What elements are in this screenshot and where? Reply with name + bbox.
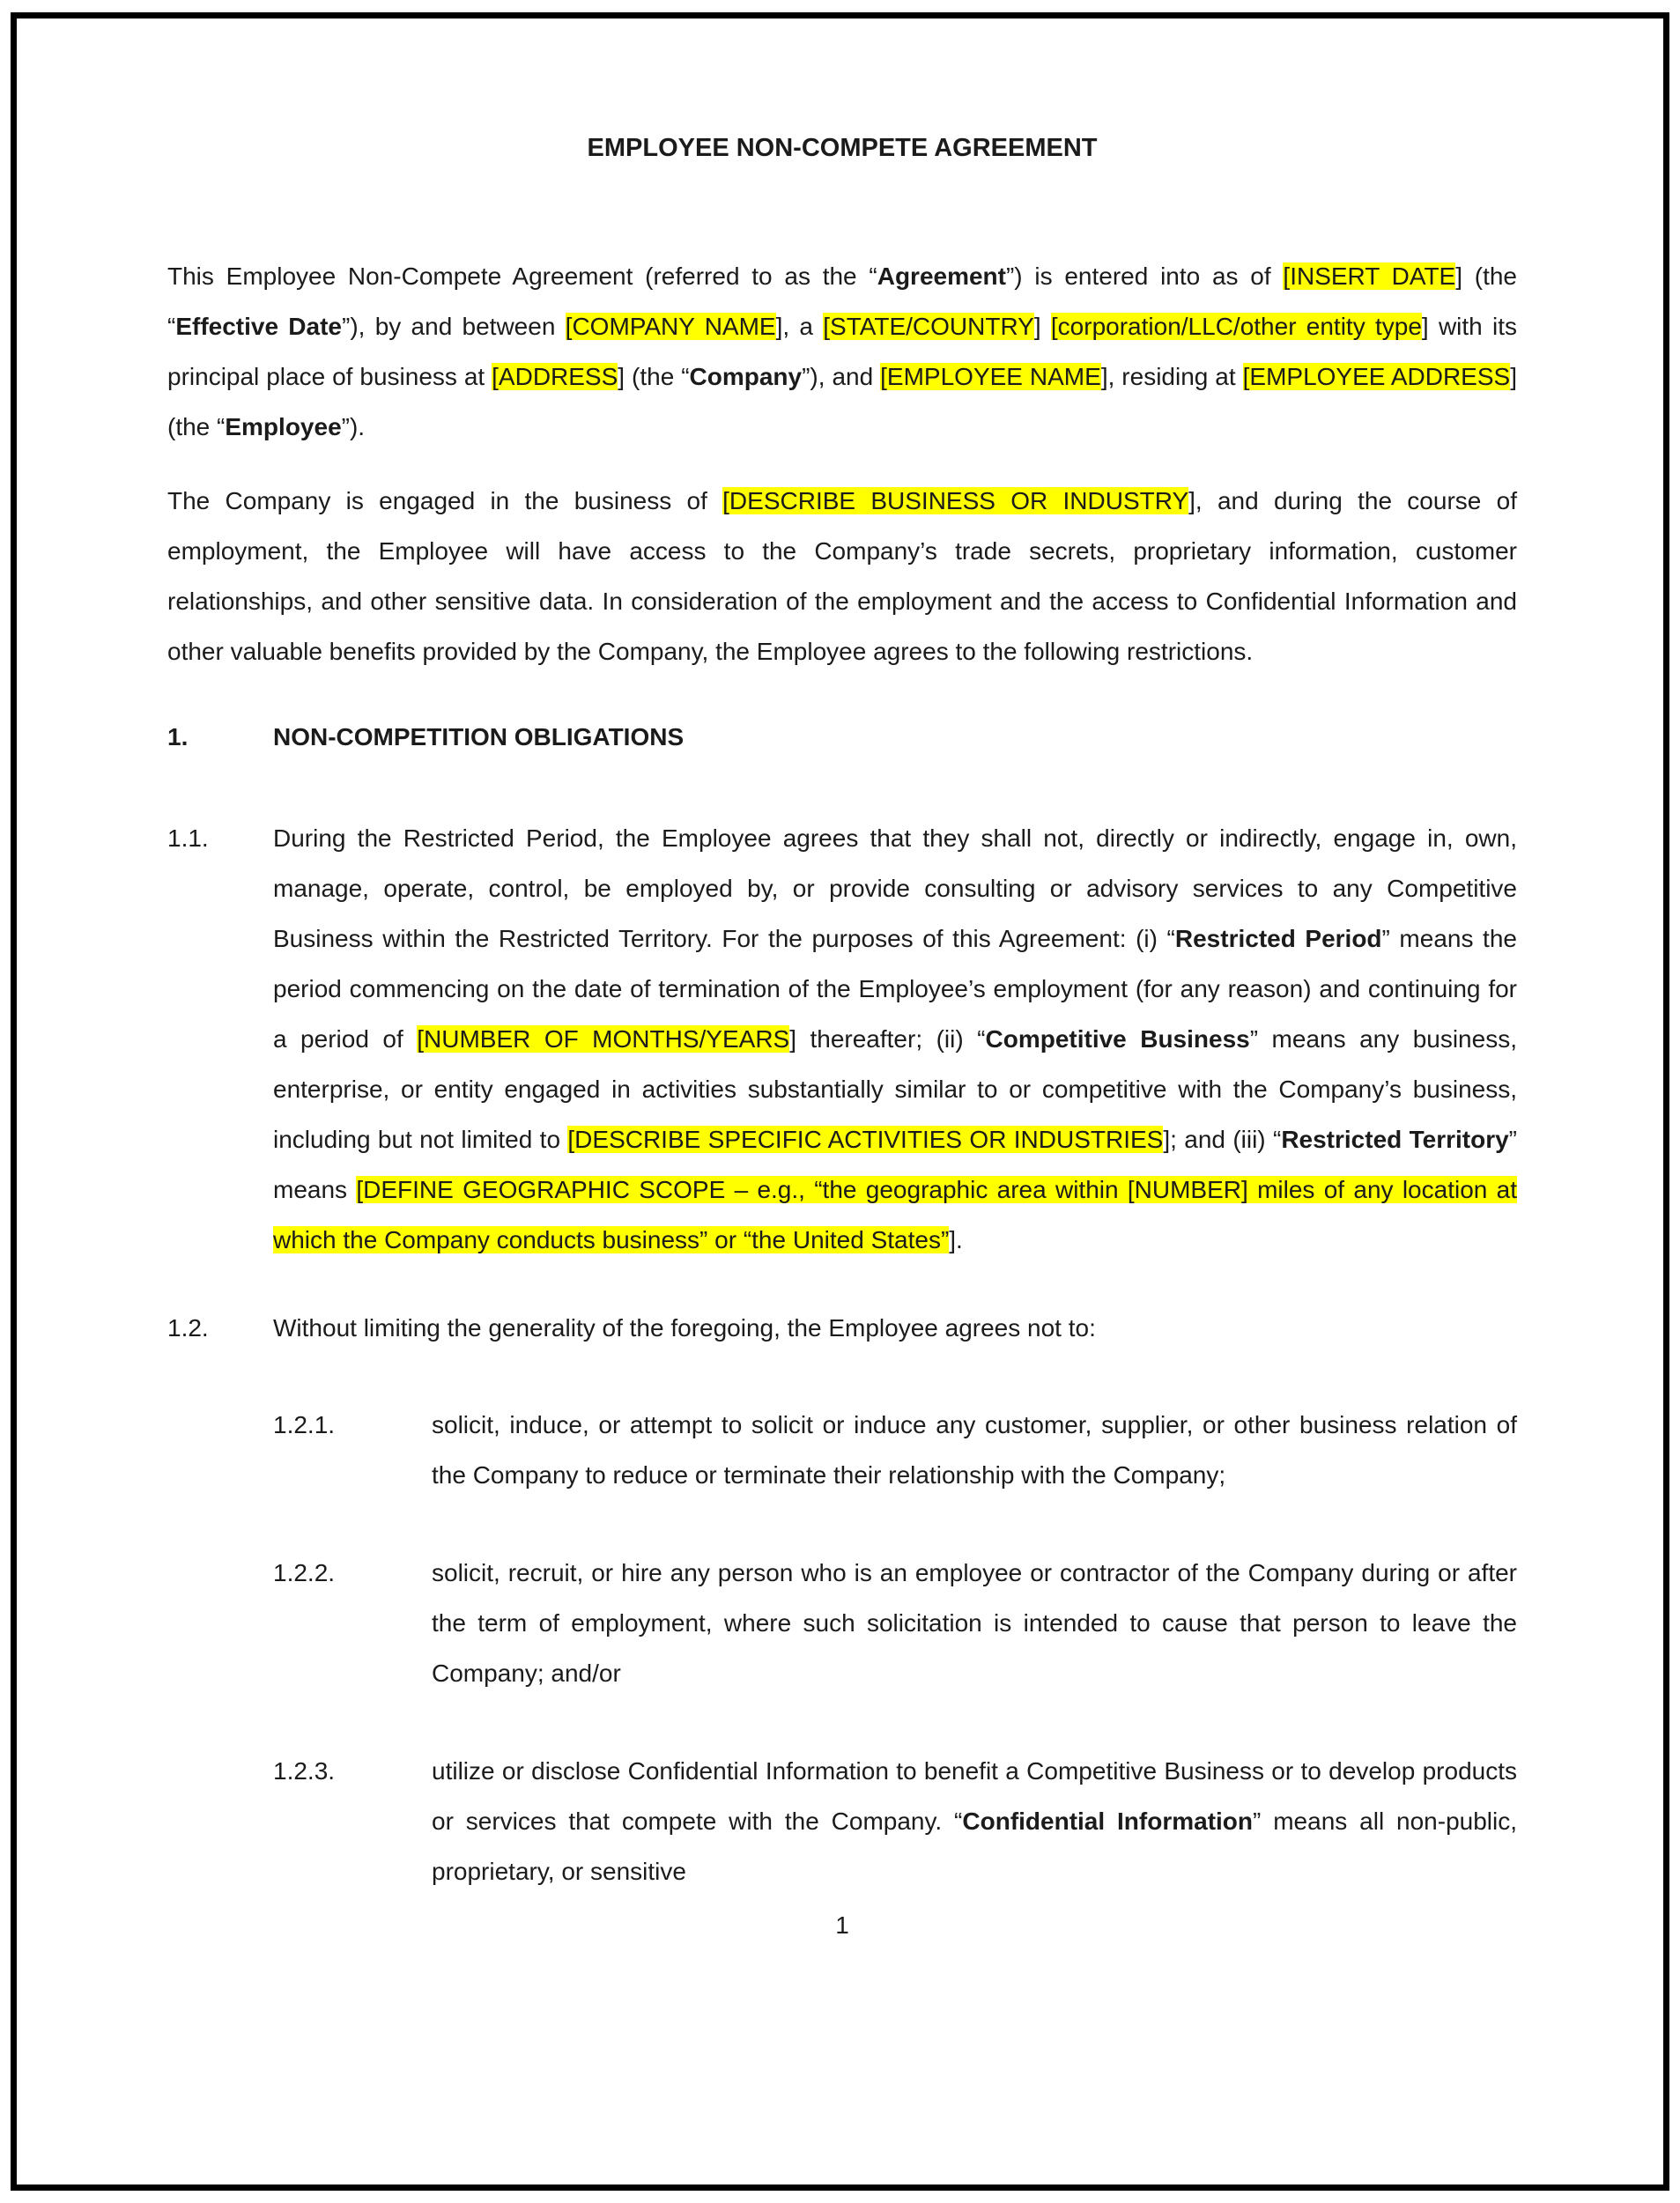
document-body xyxy=(167,123,1517,1950)
text-run: The Company is engaged in the business of xyxy=(167,487,723,514)
placeholder-highlight: [ADDRESS xyxy=(492,363,618,390)
text-run: ”). xyxy=(341,413,366,440)
section-1-number: 1. xyxy=(167,723,189,750)
text-run: Restricted Period xyxy=(1174,925,1382,952)
text-run: Effective Date xyxy=(175,313,343,340)
placeholder-highlight: [DESCRIBE SPECIFIC ACTIVITIES OR INDUSTRIES xyxy=(567,1126,1164,1153)
text-run: Agreement xyxy=(877,262,1006,290)
text-run: ] (the “ xyxy=(618,363,690,390)
text-run: ], a xyxy=(775,313,824,340)
text-run: ], residing at xyxy=(1100,363,1243,390)
placeholder-highlight: [INSERT DATE xyxy=(1283,262,1456,290)
clause-1-2-1 xyxy=(273,1400,1517,1500)
text-run: During the Restricted Period, the Employee agrees that they shall not, directly or indirectly, engage in, own, manage, operate, control, be employed by, or provide consulting or advisory services to any Competitive Business within the Restricted Territory. For the purposes of this Agreement: (i) “ xyxy=(273,824,1517,952)
text-run: Competitive Business xyxy=(985,1025,1250,1053)
text-run: ], and during the course of employment, the Employee will have access to the Company’s trade secrets, proprietary information, customer relationships, and other sensitive data. In consideration of the employment and the access to Confidential Information and other valuable benefits provided by the Company, the Employee agrees to the following restrictions. xyxy=(167,487,1517,665)
text-run: ] with its principal place of business at xyxy=(167,313,1518,390)
text-run: ”) is entered into as of xyxy=(1005,262,1284,290)
text-run: Restricted Territory xyxy=(1281,1126,1509,1153)
text-run: ] thereafter; (ii) “ xyxy=(789,1025,986,1053)
text-run: utilize or disclose Confidential Information to benefit a Competitive Business or to develop products or services that compete with the Company. “ xyxy=(432,1757,1517,1835)
text-run: ” means all non-public, proprietary, or sensitive xyxy=(432,1807,1518,1885)
section-1-heading-row xyxy=(167,712,1517,762)
text-run: This Employee Non-Compete Agreement (referred to as the “ xyxy=(167,262,877,290)
text-run: solicit, recruit, or hire any person who is an employee or contractor of the Company during or after the term of employment, where such solicitation is intended to cause that person to leave the Company; and/or xyxy=(432,1559,1517,1687)
text-run: ] (the “ xyxy=(167,262,1518,340)
text-run: ] xyxy=(1033,313,1051,340)
text-run: Without limiting the generality of the foregoing, the Employee agrees not to: xyxy=(273,1314,1096,1342)
placeholder-highlight: [STATE/COUNTRY xyxy=(823,313,1034,340)
clause-1-2 xyxy=(167,1303,1517,1353)
clause-1-1 xyxy=(167,813,1517,1265)
placeholder-highlight: [EMPLOYEE NAME xyxy=(880,363,1101,390)
clause-1-2-2-text xyxy=(432,1548,1517,1698)
text-run: ]; and (iii) “ xyxy=(1163,1126,1282,1153)
clause-1-2-3-number: 1.2.3. xyxy=(273,1757,336,1785)
clause-1-2-text xyxy=(273,1303,1517,1353)
text-run: ] (the “ xyxy=(167,363,1517,440)
clause-1-1-number: 1.1. xyxy=(167,824,209,852)
clause-1-2-3 xyxy=(273,1746,1517,1896)
text-run: Employee xyxy=(225,413,342,440)
placeholder-highlight: [EMPLOYEE ADDRESS xyxy=(1242,363,1511,390)
placeholder-highlight: [DESCRIBE BUSINESS OR INDUSTRY xyxy=(722,487,1189,514)
text-run: ” means any business, enterprise, or entity engaged in activities substantially similar to or competitive with the Company’s business, including but not limited to xyxy=(273,1025,1517,1153)
clause-1-2-number: 1.2. xyxy=(167,1314,209,1342)
text-run: ]. xyxy=(949,1226,963,1253)
placeholder-highlight: [NUMBER OF MONTHS/YEARS xyxy=(417,1025,790,1053)
clause-1-2-3-text xyxy=(432,1746,1517,1896)
text-run: ”), by and between xyxy=(342,313,566,340)
clause-1-2-2 xyxy=(273,1548,1517,1698)
clause-1-2-2-number: 1.2.2. xyxy=(273,1559,336,1586)
text-run: Company xyxy=(689,363,803,390)
paragraph-business xyxy=(167,476,1517,676)
section-1-heading: NON-COMPETITION OBLIGATIONS xyxy=(273,723,685,750)
clause-1-2-1-number: 1.2.1. xyxy=(273,1411,336,1438)
text-run: Confidential Information xyxy=(962,1807,1254,1835)
page-number: 1 xyxy=(835,1911,849,1939)
document-title: EMPLOYEE NON-COMPETE AGREEMENT xyxy=(587,134,1098,162)
clause-1-1-text xyxy=(273,813,1517,1265)
paragraph-intro xyxy=(167,251,1517,452)
placeholder-highlight: [corporation/LLC/other entity type xyxy=(1050,313,1422,340)
text-run: ” means xyxy=(273,1126,1517,1203)
placeholder-highlight: [COMPANY NAME xyxy=(565,313,776,340)
text-run: ”), and xyxy=(802,363,881,390)
text-run: solicit, induce, or attempt to solicit or induce any customer, supplier, or other business relation of the Company to reduce or terminate their relationship with the Company; xyxy=(432,1411,1517,1489)
placeholder-highlight: [DEFINE GEOGRAPHIC SCOPE – e.g., “the geographic area within [NUMBER] miles of any location at which the Company conducts business” or “the United States” xyxy=(273,1176,1517,1253)
text-run: ” means the period commencing on the date of termination of the Employee’s employment (for any reason) and continuing for a period of xyxy=(273,925,1517,1053)
clause-1-2-1-text xyxy=(432,1400,1517,1500)
